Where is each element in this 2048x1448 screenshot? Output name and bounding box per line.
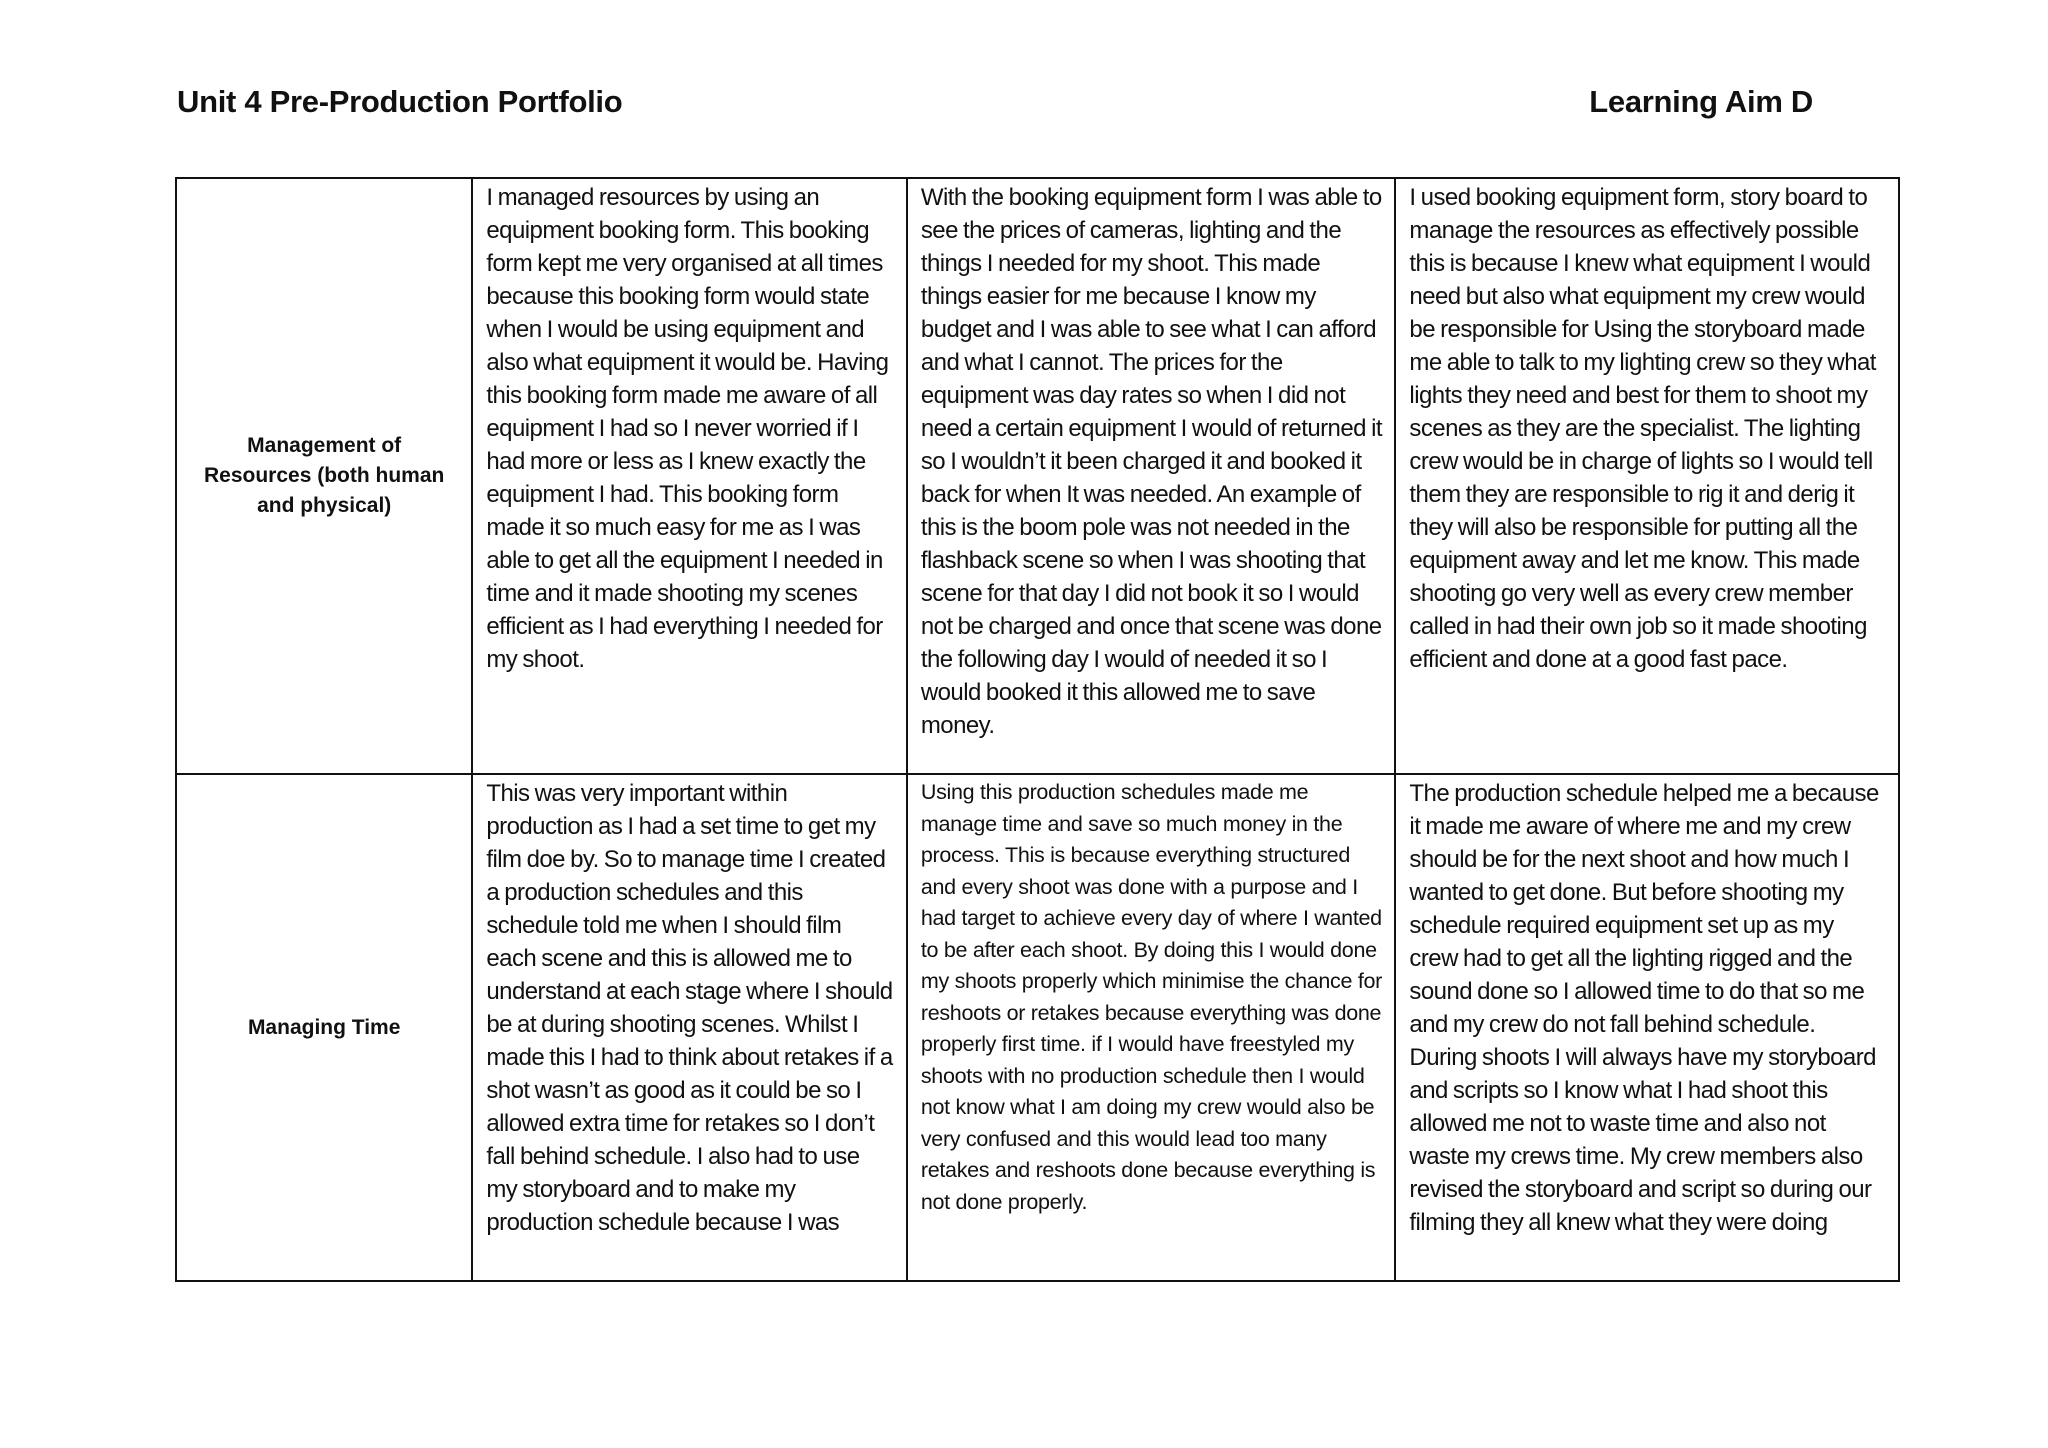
table-cell [907,774,1396,1281]
table-cell [1395,774,1899,1281]
table-row-management-of-resources [176,178,1899,774]
cell-text-resources-3: I used booking equipment form, story board to manage the resources as effectively possible this is because I knew what equipment I would need but also what equipment my crew would be responsible for Using the storyboard made me able to talk to my lighting crew so they what lights they need and best for them to shoot my scenes as they are the specialist. The lighting crew would be in charge of lights so I would tell them they are responsible to rig it and derig it they will also be responsible for putting all the equipment away and let me know. This made shooting go very well as every crew member called in had their own job so it made shooting efficient and done at a good fast pace. [1409,184,1876,673]
portfolio-table [175,177,1900,1282]
table-cell [907,178,1396,774]
cell-text-time-2: Using this production schedules made me manage time and save so much money in the process. This is because everything structured and every shoot was done with a purpose and I had target to achieve every day of where I wanted to be after each shoot. By doing this I would done my shoots properly which minimise the chance for reshoots or retakes because everything was done properly first time. if I would have freestyled my shoots with no production schedule then I would not know what I am doing my crew would also be very confused and this would lead too many retakes and reshoots done because everything is not done properly. [920,780,1383,1214]
row-label-managing-time: Managing Time [176,774,472,1281]
learning-aim-label: Learning Aim D [1589,84,1813,119]
row-label-management-of-resources: Management of Resources (both human and physical) [176,178,472,774]
table-row-managing-time [176,774,1899,1281]
cell-text-resources-2: With the booking equipment form I was able to see the prices of cameras, lighting and the things I needed for my shoot. This made things easier for me because I know my budget and I was able to see what I can afford and what I cannot. The prices for the equipment was day rates so when I did not need a certain equipment I would of returned it so I wouldn’t it been charged it and booked it back for when It was needed. An example of this is the boom pole was not needed in the flashback scene so when I was shooting that scene for that day I did not book it so I would not be charged and once that scene was done the following day I would of needed it so I would booked it this allowed me to save money. [920,184,1382,739]
table-cell [472,774,907,1281]
table-cell [1395,178,1899,774]
cell-text-resources-1: I managed resources by using an equipment booking form. This booking form kept me very organised at all times because this booking form would state when I would be using equipment and also what equipment it would be. Having this booking form made me aware of all equipment I had so I never worried if I had more or less as I knew exactly the equipment I had. This booking form made it so much easy for me as I was able to get all the equipment I needed in time and it made shooting my scenes efficient as I had everything I needed for my shoot. [486,184,889,673]
cell-text-time-1: This was very important within production as I had a set time to get my film doe by. So to manage time I created a production schedules and this schedule told me when I should film each scene and this is allowed me to understand at each stage where I should be at during shooting scenes. Whilst I made this I had to think about retakes if a shot wasn’t as good as it could be so I allowed extra time for retakes so I don’t fall behind schedule. I also had to use my storyboard and to make my production schedule because I was [486,780,893,1236]
page-title: Unit 4 Pre-Production Portfolio [177,84,623,119]
page-header [177,84,1813,134]
cell-text-time-3: The production schedule helped me a because it made me aware of where me and my crew should be for the next shoot and how much I wanted to get done. But before shooting my schedule required equipment set up as my crew had to get all the lighting rigged and the sound done so I allowed time to do that so me and my crew do not fall behind schedule. During shoots I will always have my storyboard and scripts so I know what I had shoot this allowed me not to waste time and also not waste my crews time. My crew members also revised the storyboard and script so during our filming they all knew what they were doing [1409,780,1879,1236]
table-cell [472,178,907,774]
